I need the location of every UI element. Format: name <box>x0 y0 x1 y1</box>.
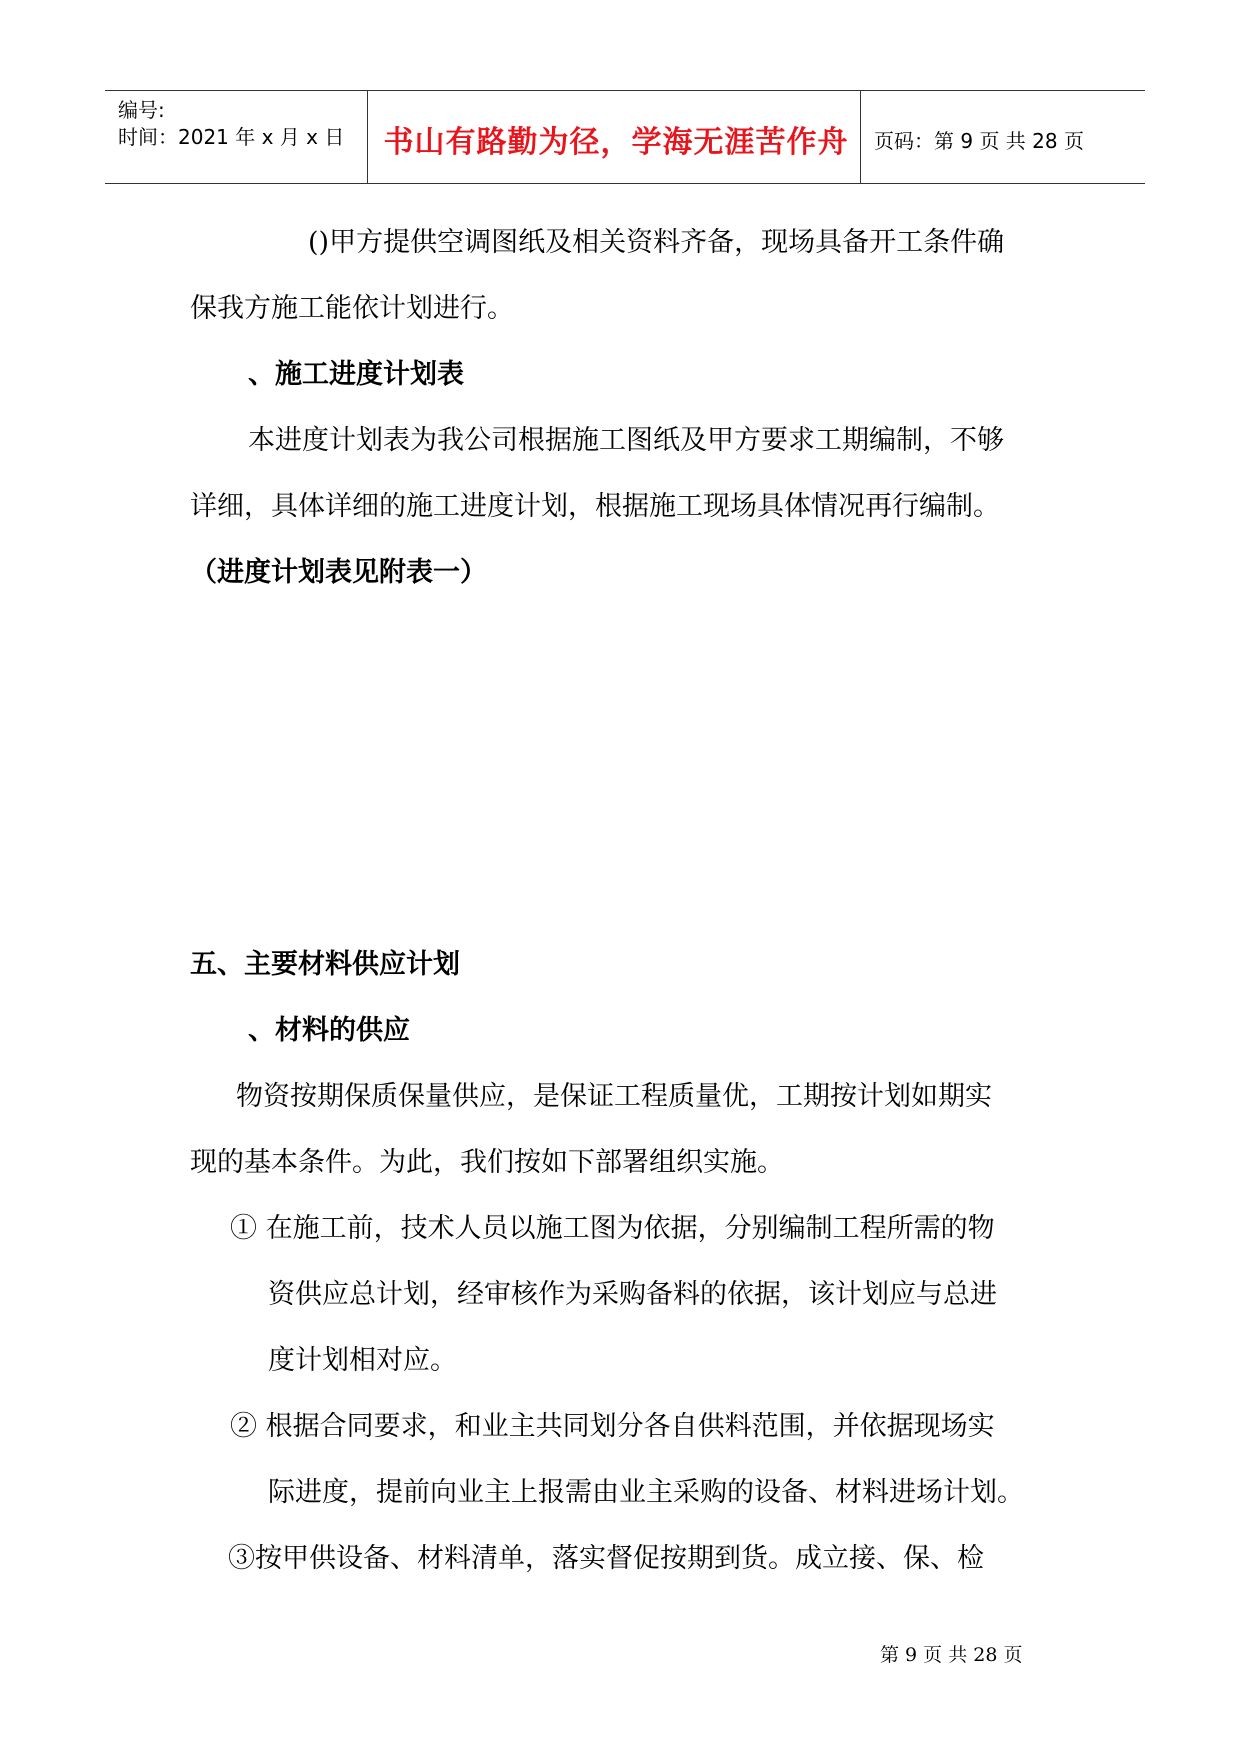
header-bottom-rule <box>105 183 1145 184</box>
paragraph-line: 详细，具体详细的施工进度计划，根据施工现场具体情况再行编制。 <box>190 491 1000 522</box>
paragraph-line: 本进度计划表为我公司根据施工图纸及甲方要求工期编制，不够 <box>248 425 1004 456</box>
chapter-heading: 五、主要材料供应计划 <box>190 949 460 980</box>
header-divider-right <box>860 91 861 184</box>
header-top-rule <box>105 90 1145 91</box>
paragraph-line: ()甲方提供空调图纸及相关资料齐备，现场具备开工条件确 <box>308 227 1005 258</box>
paragraph-line: 现的基本条件。为此，我们按如下部署组织实施。 <box>190 1147 784 1178</box>
list-item-line: 资供应总计划，经审核作为采购备料的依据，该计划应与总进 <box>268 1279 997 1310</box>
header-motto: 书山有路勤为径，学海无涯苦作舟 <box>383 125 849 160</box>
paragraph-note: （进度计划表见附表一） <box>190 557 487 588</box>
list-item-line: ② 根据合同要求，和业主共同划分各自供料范围，并依据现场实 <box>230 1411 995 1442</box>
header-page-label: 页码：第 9 页 共 28 页 <box>874 129 1084 153</box>
paragraph-line: 保我方施工能依计划进行。 <box>190 293 514 324</box>
list-item-line: 际进度，提前向业主上报需由业主采购的设备、材料进场计划。 <box>268 1477 1024 1508</box>
section-heading: 、材料的供应 <box>248 1015 410 1046</box>
list-item-line: ③按甲供设备、材料清单，落实督促按期到货。成立接、保、检 <box>228 1543 984 1574</box>
paragraph-line: 物资按期保质保量供应，是保证工程质量优，工期按计划如期实 <box>236 1081 992 1112</box>
list-item-line: 度计划相对应。 <box>268 1345 457 1376</box>
header-time-label: 时间：2021 年 x 月 x 日 <box>118 125 345 149</box>
list-item-line: ① 在施工前，技术人员以施工图为依据，分别编制工程所需的物 <box>230 1213 995 1244</box>
header-divider-left <box>367 91 368 184</box>
footer-page-number: 第 9 页 共 28 页 <box>880 1644 1023 1666</box>
header-number-label: 编号: <box>118 98 165 122</box>
section-heading: 、施工进度计划表 <box>248 359 464 390</box>
